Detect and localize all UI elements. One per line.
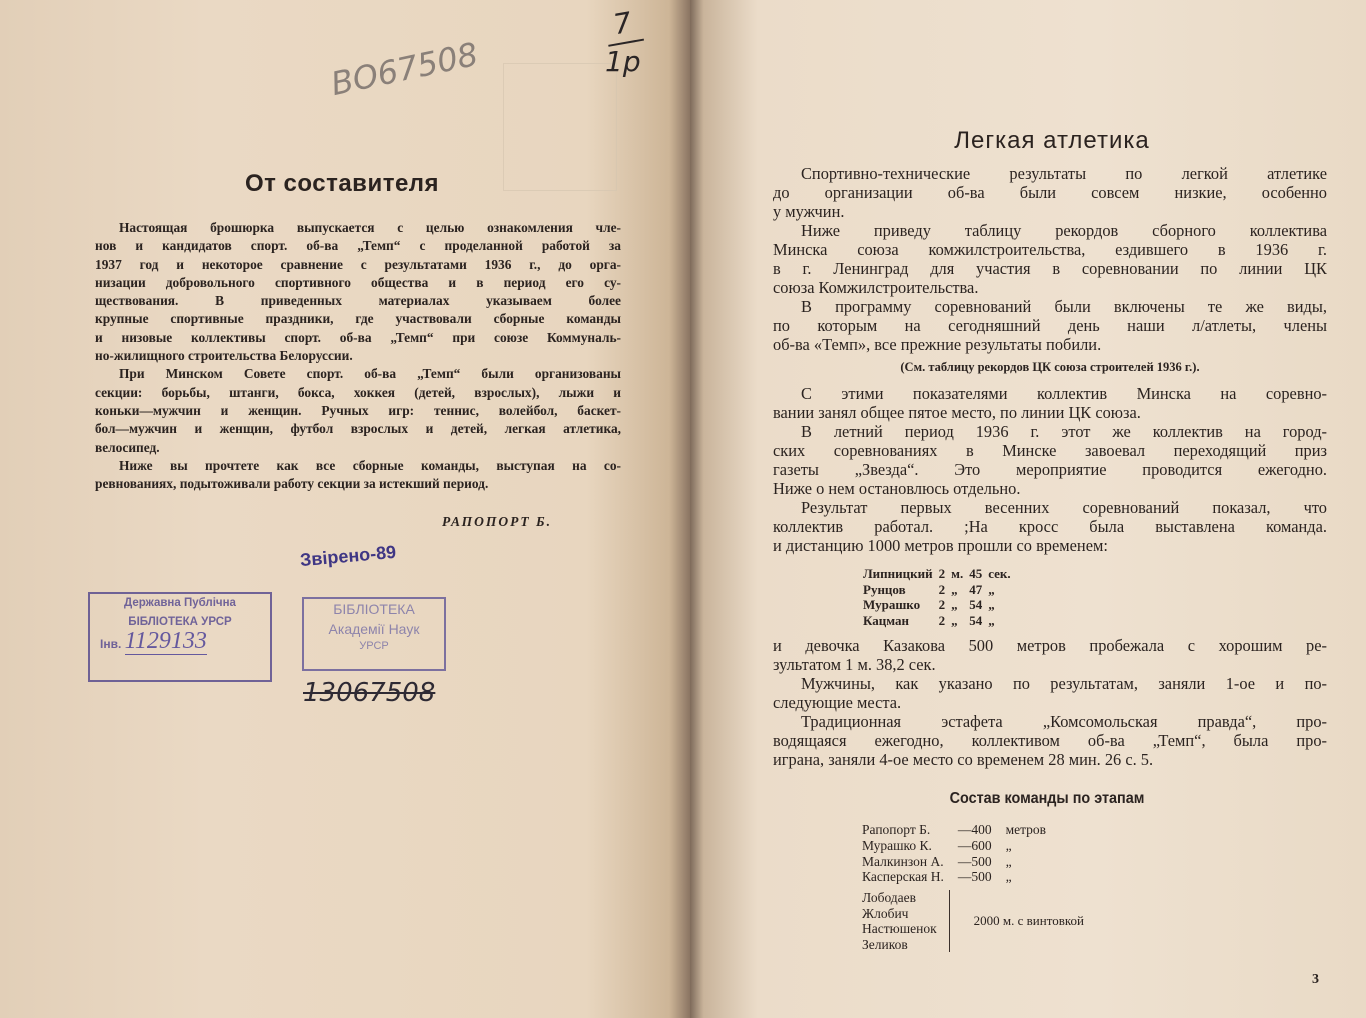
result-unit: „ xyxy=(951,597,958,612)
text-line: ских соревнованиях в Минске завоевал переходящий приз xyxy=(773,441,1327,460)
team-row xyxy=(862,838,1060,854)
left-body-text xyxy=(95,219,621,493)
page-number: 3 xyxy=(1312,972,1319,987)
result-sec: 47 xyxy=(969,581,983,597)
text-line: водящаяся ежегодно, коллективом об-ва „Темп“, была про- xyxy=(773,731,1327,750)
result-row xyxy=(863,613,1017,629)
result-sec_unit: „ xyxy=(988,612,995,628)
inventory-number: 1129133 xyxy=(124,628,207,654)
result-min: 2 xyxy=(938,581,946,597)
result-row xyxy=(863,597,1017,613)
team-row xyxy=(862,854,1060,870)
group-member: Настюшенок xyxy=(862,921,937,936)
result-unit: м. xyxy=(951,566,964,581)
result-unit: „ xyxy=(951,612,958,628)
text-line: играна, заняли 4-ое место со временем 28 мин. 26 с. 5. xyxy=(773,750,1154,769)
team-row xyxy=(862,822,1060,838)
stamp-line: БІБЛІОТЕКА xyxy=(333,601,415,617)
text-line: В программу соревнований были включены те же виды, xyxy=(801,297,1327,316)
group-member: Жлобич xyxy=(862,905,909,921)
team-dist: —400 xyxy=(957,822,992,837)
shelf-mark-top: 7 xyxy=(602,3,644,47)
rifle-group-distance: 2000 м. с винтовкой xyxy=(973,913,1084,929)
cross-results-table xyxy=(863,566,1017,628)
team-unit: „ xyxy=(1005,853,1012,869)
text-line: и девочка Казакова 500 метров пробежала с хорошим ре- xyxy=(773,636,1327,655)
text-line: Результат первых весенних соревнований показал, что xyxy=(801,498,1327,517)
shelf-mark-bottom: 1р xyxy=(605,45,641,78)
text-line: по которым на сегодняшний день наши л/атлеты, члены xyxy=(773,316,1327,335)
result-row xyxy=(863,566,1017,582)
result-unit: „ xyxy=(951,581,958,597)
text-line: Минска союза комжилстроительства, ездившего в 1936 г. xyxy=(773,240,1327,259)
text-line: низации добровольного спортивного общества и в период его су- xyxy=(95,274,621,290)
text-line: секции: борьбы, штанги, бокса, хоккея (детей, взрослых), лыжи и xyxy=(95,384,621,400)
text-line: и дистанцию 1000 метров прошли со временем: xyxy=(773,536,1108,555)
inventory-label: Інв. xyxy=(100,637,122,651)
group-member: Зеликов xyxy=(862,936,908,952)
result-sec_unit: сек. xyxy=(988,566,1011,581)
text-line: В летний период 1936 г. этот же коллектив на город- xyxy=(801,422,1327,441)
text-line: Традиционная эстафета „Комсомольская правда“, про- xyxy=(801,712,1327,731)
team-dist: —500 xyxy=(957,869,992,885)
result-name: Кацман xyxy=(863,612,910,628)
team-unit: метров xyxy=(1005,822,1047,837)
team-name: Малкинзон А. xyxy=(862,853,944,869)
stamp-line: Академії Наук xyxy=(328,621,420,637)
text-line: зультатом 1 м. 38,2 сек. xyxy=(773,655,936,674)
text-line: об-ва «Темп», все прежние результаты побили. xyxy=(773,335,1102,354)
page-title-left: От составителя xyxy=(244,170,440,197)
inventory-line xyxy=(90,628,270,654)
text-line: но-жилищного строительства Белоруссии. xyxy=(95,348,353,364)
text-line: ществования. В приведенных материалах указываем более xyxy=(95,293,621,309)
right-body-text-a xyxy=(773,164,1327,354)
text-line: крупные спортивные праздники, где участвовали сборные команды xyxy=(95,311,621,327)
result-sec: 54 xyxy=(969,612,983,628)
handwritten-struck-number xyxy=(303,678,435,708)
right-body-text-c xyxy=(773,636,1327,769)
struck-number: 13067508 xyxy=(303,678,436,708)
text-line: следующие места. xyxy=(773,693,902,712)
result-sec_unit: „ xyxy=(988,597,995,612)
rifle-group-names xyxy=(862,890,950,952)
team-name: Рапопорт Б. xyxy=(862,822,931,837)
team-unit: „ xyxy=(1005,837,1012,853)
result-sec: 54 xyxy=(969,597,983,612)
text-line: При Минском Совете спорт. об-ва „Темп“ были организованы xyxy=(119,366,621,382)
team-dist: —600 xyxy=(957,837,992,853)
library-stamp-public xyxy=(88,592,272,682)
reference-note: (См. таблицу рекордов ЦК союза строителей 1936 г.). xyxy=(900,360,1200,374)
result-name: Мурашко xyxy=(863,597,921,612)
page-title-right: Легкая атлетика xyxy=(954,127,1150,154)
result-row xyxy=(863,582,1017,598)
result-min: 2 xyxy=(938,597,946,612)
text-line: коньки—мужчин и женщин. Ручных игр: теннис, волейбол, баскет- xyxy=(95,402,621,418)
handwritten-shelf-mark xyxy=(605,6,641,80)
right-body-text-b xyxy=(773,384,1327,555)
text-line: Настоящая брошюрка выпускается с целью ознакомления чле- xyxy=(119,220,621,235)
result-min: 2 xyxy=(938,612,946,628)
text-line: Ниже вы прочтете как все сборные команды, выступая на со- xyxy=(119,457,621,473)
text-line: Спортивно-технические результаты по легкой атлетике xyxy=(801,164,1327,183)
result-sec: 45 xyxy=(969,566,983,581)
text-line: коллектив работал. ;На кросс была выставлена команда. xyxy=(773,517,1327,536)
result-name: Липницкий xyxy=(863,566,933,581)
text-line: в г. Ленинград для участия в соревновании по линии ЦК xyxy=(773,259,1327,278)
text-line: у мужчин. xyxy=(773,202,845,221)
text-line: Ниже о нем остановлюсь отдельно. xyxy=(773,479,1021,498)
text-line: Мужчины, как указано по результатам, заняли 1-ое и по- xyxy=(801,674,1327,693)
text-line: 1937 год и некоторое сравнение с результатами 1936 г., до орга- xyxy=(95,256,621,272)
result-name: Рунцов xyxy=(863,581,906,597)
text-line: вании занял общее пятое место, по линии ЦК союза. xyxy=(773,403,1141,422)
text-line: союза Комжилстроительства. xyxy=(773,278,979,297)
text-line: нов и кандидатов спорт. об-ва „Темп“ с проделанной работой за xyxy=(95,238,621,254)
text-line: газеты „Звезда“. Это мероприятие проводится ежегодно. xyxy=(773,460,1327,479)
verified-stamp: Звірено-89 xyxy=(299,541,397,571)
text-line: бол—мужчин и женщин, футбол взрослых и детей, легкая атлетика, xyxy=(95,421,621,437)
result-min: 2 xyxy=(938,566,946,581)
stamp-line: БІБЛІОТЕКА УРСР xyxy=(128,616,232,628)
text-line: и низовые коллективы спорт. об-ва „Темп“ при союзе Коммуналь- xyxy=(95,329,621,345)
team-name: Касперская Н. xyxy=(862,869,944,885)
group-member: Лободаев xyxy=(862,890,917,905)
text-line: Ниже приведу таблицу рекордов сборного коллектива xyxy=(801,221,1327,240)
handwritten-inventory-number: ВО67508 xyxy=(327,34,482,104)
text-line: велосипед. xyxy=(95,439,160,455)
team-dist: —500 xyxy=(957,853,992,869)
text-line: до организации об-ва были совсем низкие, особенно xyxy=(773,183,1327,202)
text-line: ревнованиях, подытоживали работу секции за истекший период. xyxy=(95,476,489,492)
team-row xyxy=(862,869,1060,885)
section-subtitle: Состав команды по этапам xyxy=(949,790,1145,807)
result-sec_unit: „ xyxy=(988,581,995,597)
team-unit: „ xyxy=(1005,869,1012,885)
author-signature: РАПОПОРТ Б. xyxy=(441,514,552,529)
rifle-group xyxy=(862,890,1084,952)
team-name: Мурашко К. xyxy=(862,837,932,853)
library-stamp-academy xyxy=(302,597,446,671)
text-line: С этими показателями коллектив Минска на соревно- xyxy=(801,384,1327,403)
stamp-line: Державна Публічна xyxy=(124,597,236,609)
relay-team-table xyxy=(862,822,1060,885)
stamp-line: УРСР xyxy=(359,640,389,652)
